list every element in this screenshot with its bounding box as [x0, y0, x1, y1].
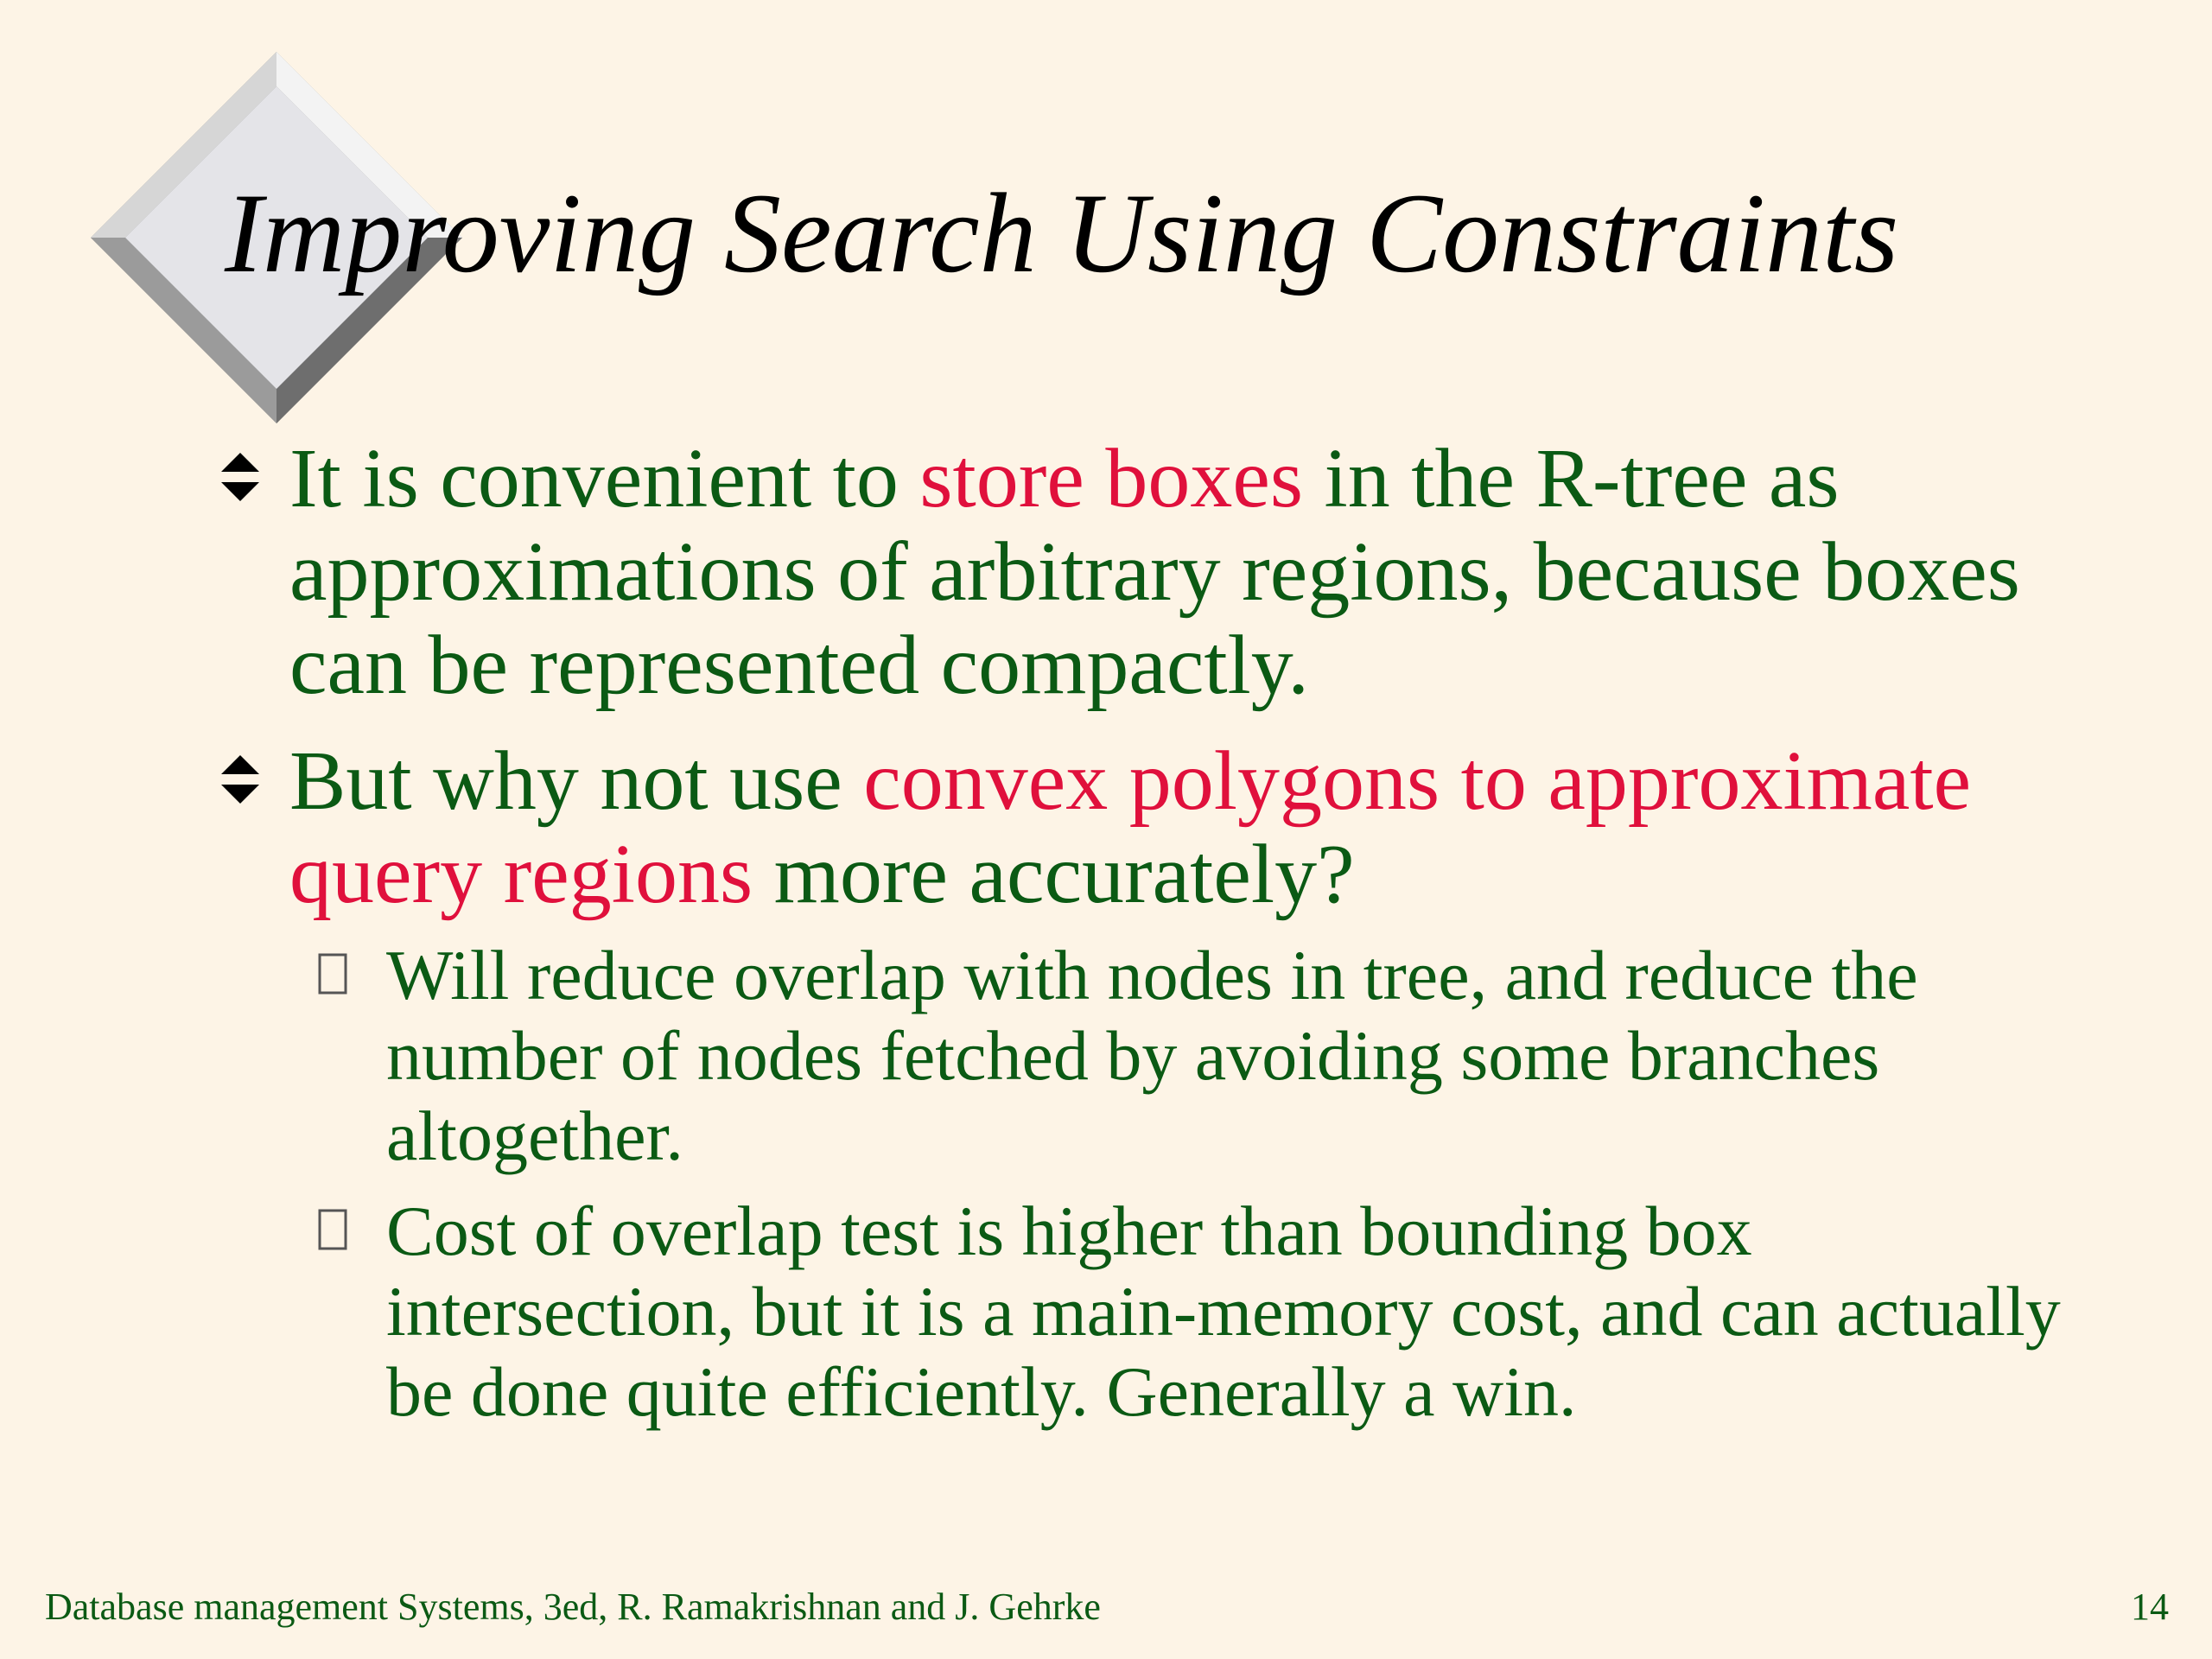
footer-citation: Database management Systems, 3ed, R. Ramakrishnan and J. Gehrke	[45, 1586, 1101, 1628]
subbullet-2-2: Cost of overlap test is higher than bounding box intersection, but it is a main-memory cost, and can actually be done quite efficiently. Generally a win.	[386, 1192, 2061, 1431]
hollow-square-bullet-icon	[317, 952, 348, 995]
hollow-square-bullet-icon	[317, 1208, 348, 1251]
bullet-2-highlight: convex polygons to approximate query regions	[289, 734, 1972, 921]
subbullet-2-1: Will reduce overlap with nodes in tree, and reduce the number of nodes fetched by avoiding some branches altogether.	[386, 936, 1918, 1175]
diamond-arrows-bullet-icon	[214, 448, 266, 508]
diamond-arrows-bullet-icon	[214, 750, 266, 810]
bullet-1-highlight: store boxes	[919, 432, 1304, 525]
bullet-2-text-a: But why not use	[289, 734, 864, 828]
bullet-1-text-b: in the R-tree as approximations of arbitrary regions, because boxes can be represented compactly.	[289, 432, 2020, 712]
bullet-2-text-b: more accurately?	[753, 828, 1355, 921]
page-number: 14	[2131, 1586, 2169, 1628]
slide-title: Improving Search Using Constraints	[225, 169, 1899, 296]
bullet-1	[289, 432, 2104, 712]
bullet-2	[289, 734, 2104, 921]
bullet-1-text-a: It is convenient to	[289, 432, 920, 525]
